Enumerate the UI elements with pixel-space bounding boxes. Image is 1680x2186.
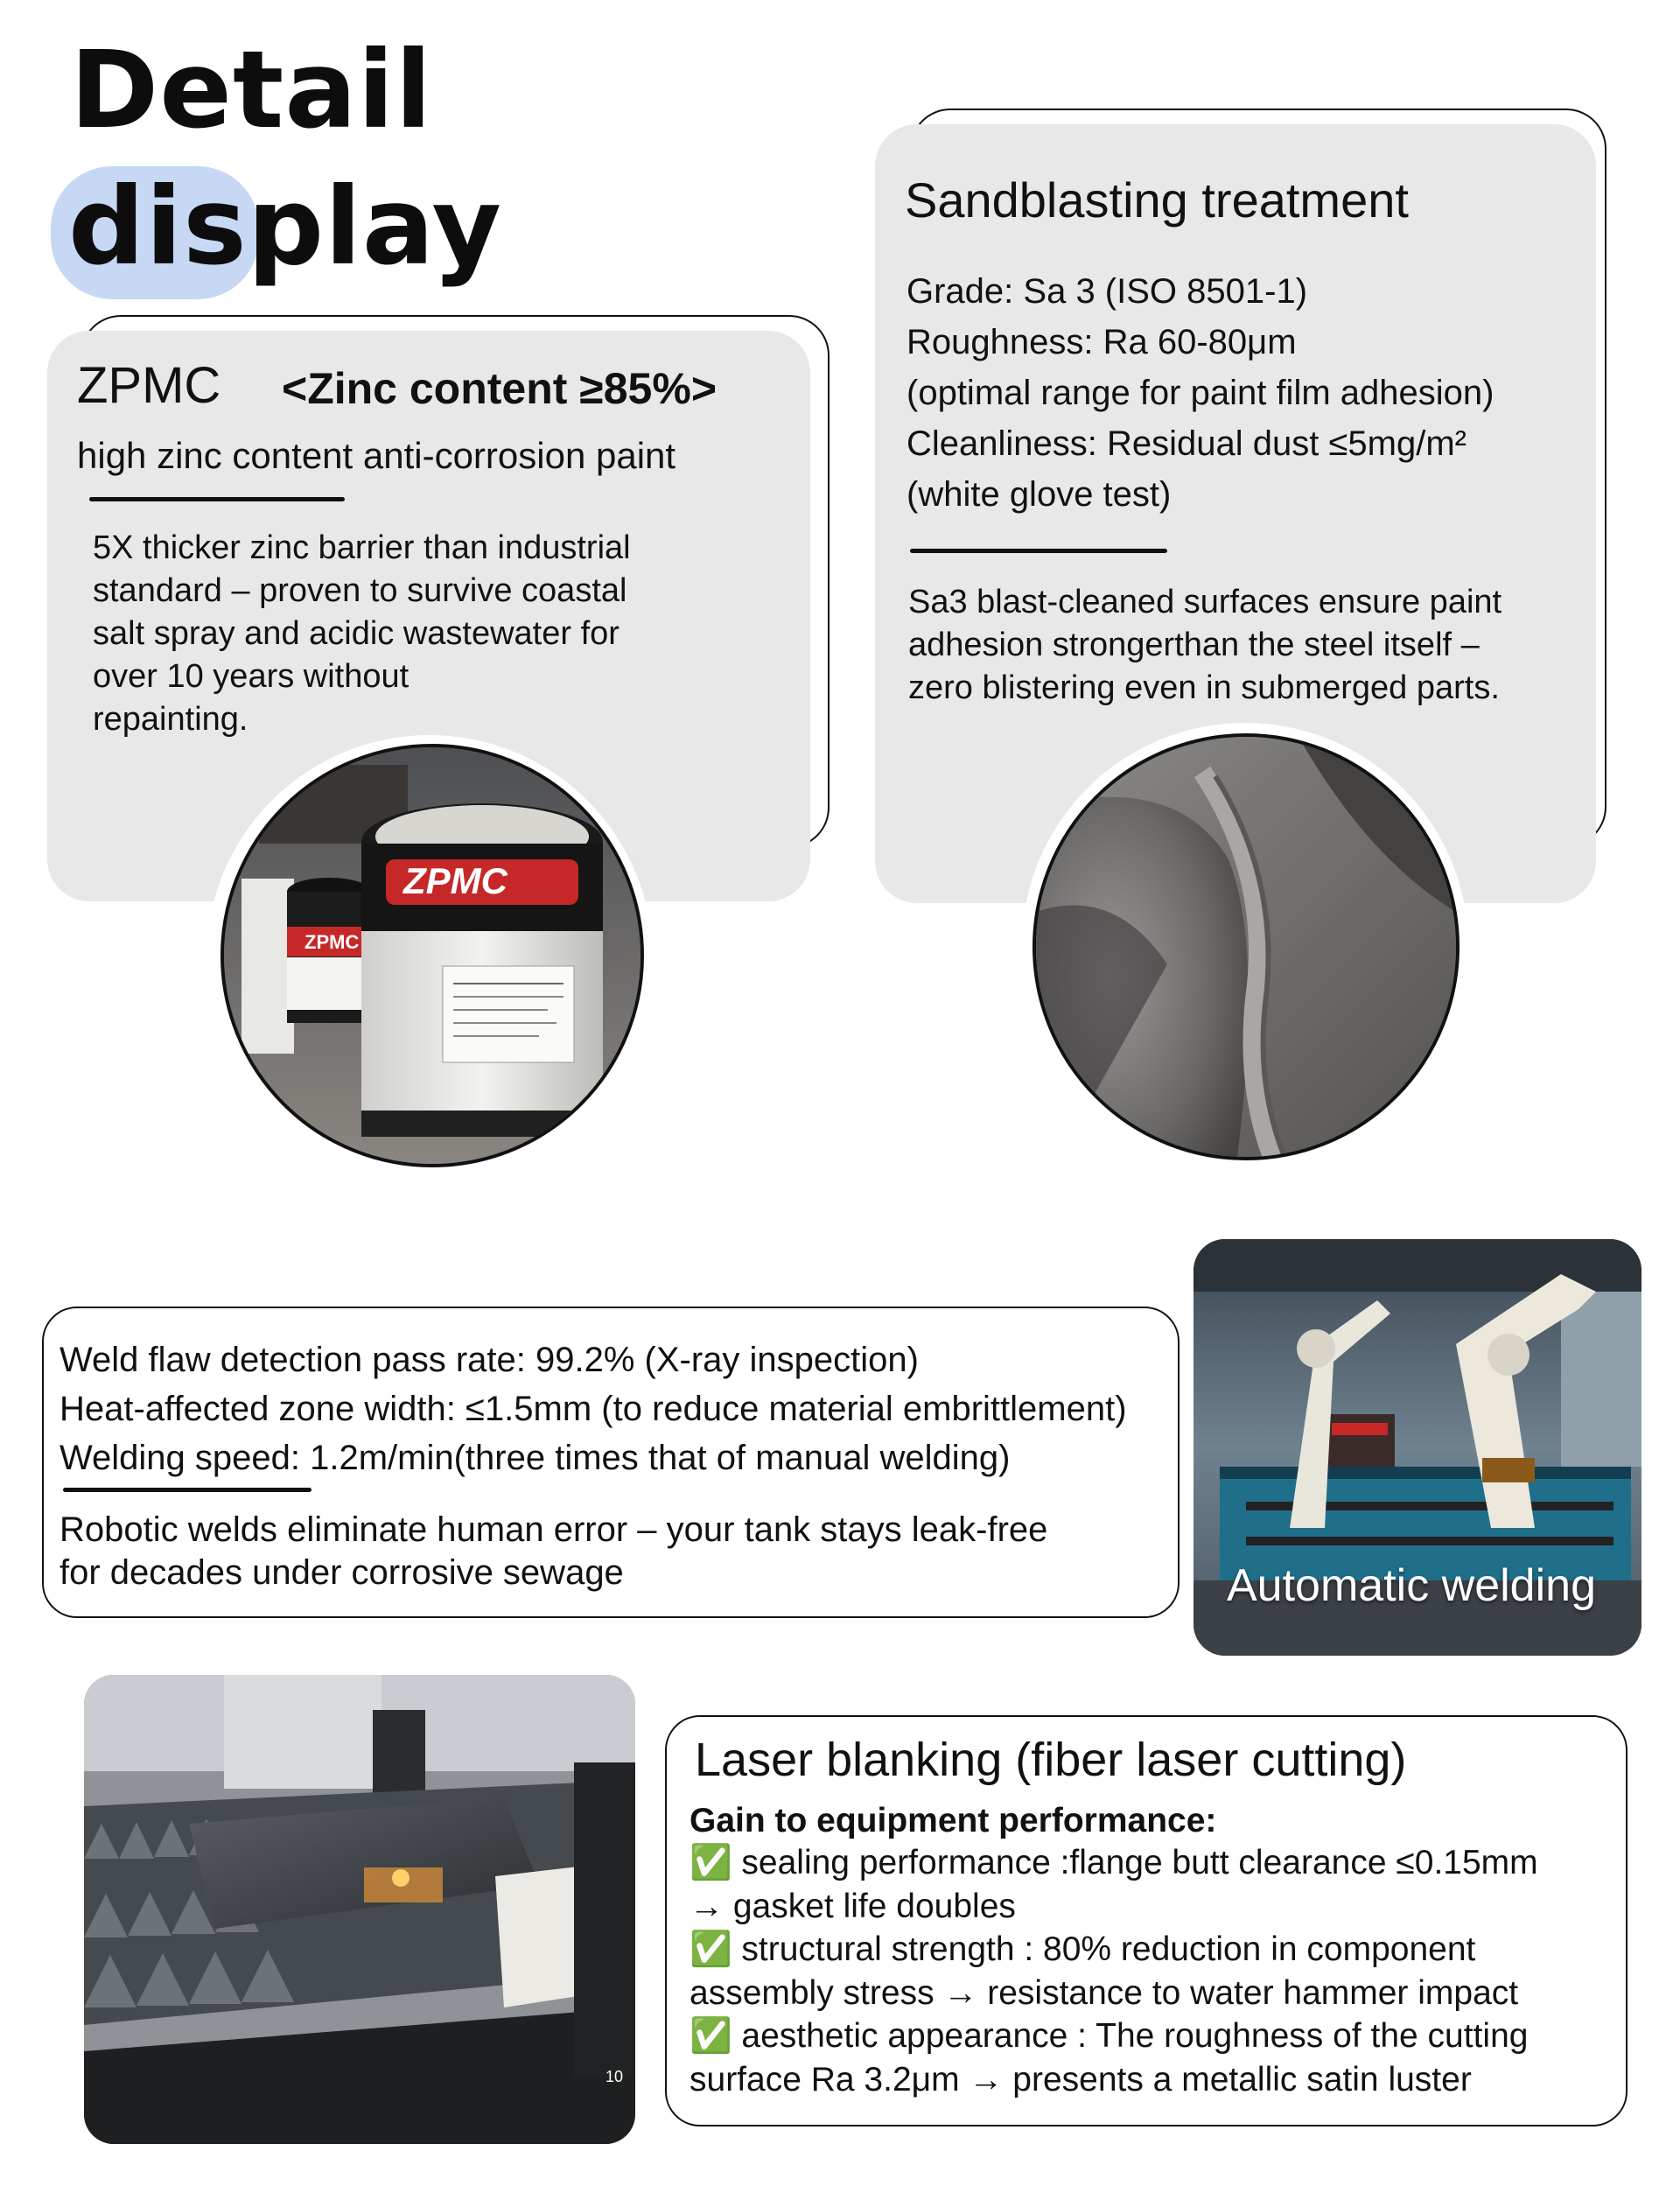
zinc-body-line: 5X thicker zinc barrier than industrial (93, 529, 631, 566)
laser-benefit-line: assembly stress → resistance to water hammer impact (690, 1973, 1519, 2012)
page-title-line1: Detail (70, 28, 433, 152)
sand-specs (906, 266, 1494, 520)
laser-cutting-illustration (84, 1675, 635, 2144)
zinc-subtitle: high zinc content anti-corrosion paint (77, 435, 676, 476)
paint-can-illustration (224, 747, 640, 1164)
laser-benefit-line: ✅ sealing performance :flange butt clearance ≤0.15mm (690, 1844, 1538, 1881)
laser-benefit-line: ✅ aesthetic appearance : The roughness of the cutting (690, 2017, 1529, 2055)
weld-body-line: Robotic welds eliminate human error – your tank stays leak-free (60, 1510, 1048, 1549)
laser-title: Laser blanking (fiber laser cutting) (695, 1734, 1407, 1786)
sand-spec-line: Roughness: Ra 60-80μm (906, 323, 1297, 361)
automatic-welding-photo (1194, 1239, 1642, 1656)
zinc-divider (89, 497, 345, 501)
page-title-line2: display (68, 165, 503, 289)
sand-body-line: zero blistering even in submerged parts. (908, 669, 1500, 706)
automatic-welding-caption: Automatic welding (1227, 1560, 1596, 1611)
zinc-body-line: salt spray and acidic wastewater for (93, 615, 620, 652)
paint-can-label: ZPMC (403, 860, 508, 901)
sandblasted-surface-illustration (1036, 737, 1456, 1157)
sandblasted-surface-photo (1032, 733, 1460, 1160)
zinc-body-line: standard – proven to survive coastal (93, 572, 627, 609)
sand-body-line: adhesion strongerthan the steel itself – (908, 627, 1480, 663)
weld-divider (63, 1488, 312, 1492)
laser-benefits (690, 1841, 1538, 2101)
laser-subtitle: Gain to equipment performance: (690, 1802, 1217, 1839)
sand-divider (910, 549, 1167, 553)
zinc-badge: <Zinc content ≥85%> (282, 364, 718, 413)
sand-body-line: Sa3 blast-cleaned surfaces ensure paint (908, 584, 1502, 620)
weld-spec-line: Weld flaw detection pass rate: 99.2% (X-ray inspection) (60, 1341, 919, 1379)
weld-body-line: for decades under corrosive sewage (60, 1553, 624, 1592)
laser-cutting-photo (84, 1675, 635, 2144)
zinc-body-line: over 10 years without (93, 658, 410, 695)
svg-text:ZPMC: ZPMC (304, 931, 360, 953)
zinc-body-line: repainting. (93, 701, 248, 738)
sand-body (908, 581, 1502, 710)
laser-benefit-line: surface Ra 3.2μm → presents a metallic satin luster (690, 2060, 1472, 2098)
laser-benefit-line: → gasket life doubles (690, 1887, 1016, 1925)
sand-spec-line: (white glove test) (906, 475, 1172, 514)
zinc-body (93, 527, 631, 741)
sand-spec-line: (optimal range for paint film adhesion) (906, 374, 1494, 412)
laser-benefit-line: ✅ structural strength : 80% reduction in component (690, 1930, 1476, 1968)
weld-spec-line: Heat-affected zone width: ≤1.5mm (to reduce material embrittlement) (60, 1390, 1127, 1428)
sand-spec-line: Cleanliness: Residual dust ≤5mg/m² (906, 424, 1466, 463)
laser-photo-badge: 10 (606, 2068, 624, 2085)
weld-specs (60, 1335, 1127, 1482)
zinc-brand: ZPMC (77, 357, 221, 414)
weld-body (60, 1509, 1047, 1594)
sand-spec-line: Grade: Sa 3 (ISO 8501-1) (906, 272, 1308, 311)
weld-spec-line: Welding speed: 1.2m/min(three times that of manual welding) (60, 1439, 1011, 1477)
zinc-paint-photo (220, 744, 644, 1167)
sand-title: Sandblasting treatment (905, 172, 1409, 228)
